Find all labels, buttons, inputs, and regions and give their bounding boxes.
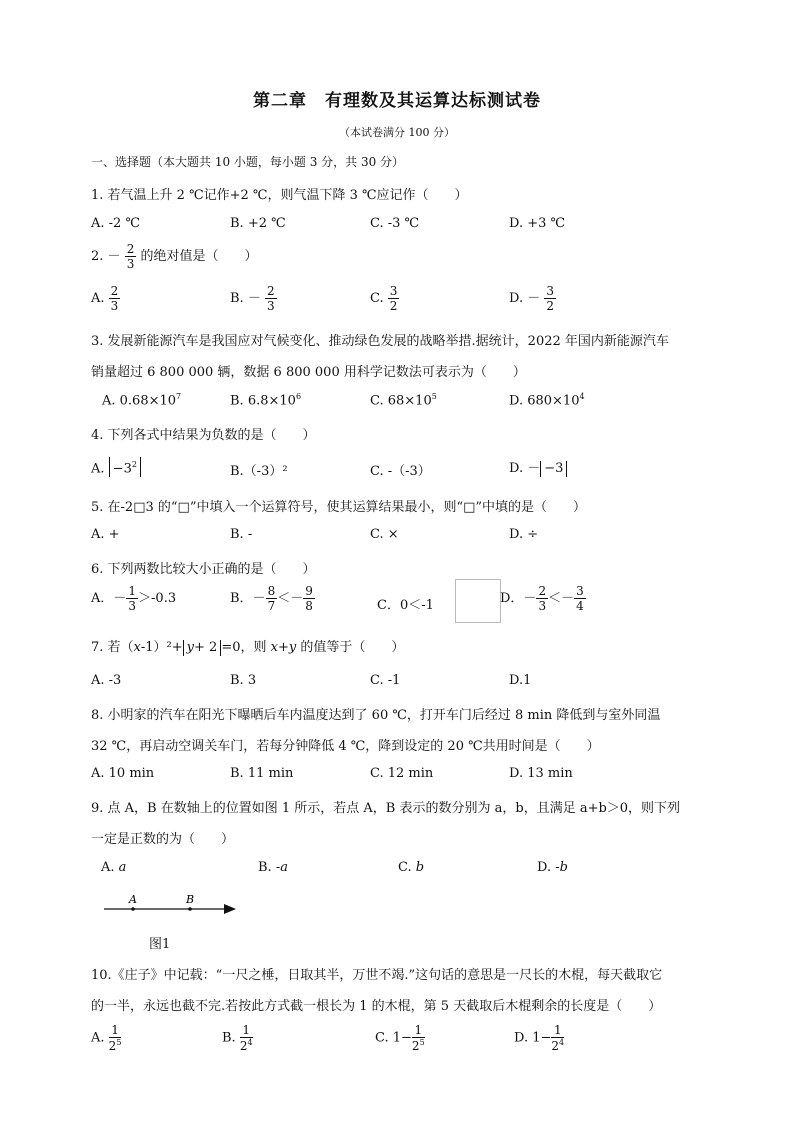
- question-3-line1: 3. 发展新能源汽车是我国应对气候变化、推动绿色发展的战略举措.据统计，2022 年国内新能源汽车: [91, 334, 669, 349]
- q8-option-b: B. 11 min: [230, 766, 294, 781]
- q6-option-c: C．0＜-1: [377, 598, 434, 613]
- q2-option-a: A. $\frac{2}{3}$: [91, 284, 119, 313]
- point-b-label: B: [186, 893, 195, 906]
- q1-option-b: B. +2 ℃: [230, 216, 286, 231]
- page-title: 第二章 有理数及其运算达标测试卷: [253, 91, 541, 111]
- q1-option-a: A. -2 ℃: [91, 216, 140, 231]
- q3-option-b: B. $6.8\times 10^6$: [230, 392, 302, 409]
- question-1: 1. 若气温上升 2 ℃记作+2 ℃，则气温下降 3 ℃应记作（ ）: [91, 188, 468, 203]
- point-a-dot: [131, 907, 135, 911]
- question-6: 6. 下列两数比较大小正确的是（ ）: [91, 562, 316, 577]
- q3-option-c: C. $68\times 10^5$: [370, 392, 437, 409]
- q10-option-b: B. $\frac{1}{2^4}$: [222, 1023, 253, 1053]
- q5-option-a: A. +: [91, 527, 120, 542]
- q2-option-c: C. $\frac{3}{2}$: [370, 284, 398, 313]
- q7-option-a: A. -3: [91, 673, 122, 688]
- q5-option-b: B. -: [230, 527, 253, 542]
- q9-option-d: D. -b: [537, 860, 568, 875]
- q4-option-b: B.（-3）²: [230, 464, 288, 479]
- q3-option-a: A. $0.68\times 10^7$: [102, 392, 182, 409]
- q10-option-a: A. $\frac{1}{2^5}$: [91, 1023, 122, 1053]
- point-a-label: A: [129, 893, 137, 906]
- q9-option-b: B. -a: [258, 860, 288, 875]
- question-7: 7. 若（x-1）²+ y+ 2 =0，则 x+y 的值等于（ ）: [91, 640, 405, 655]
- q3-option-d: D. $680\times 10^4$: [509, 392, 585, 409]
- question-8-line2: 32 ℃，再启动空调关车门，若每分钟降低 4 ℃，降到设定的 20 ℃共用时间是（ ）: [91, 739, 600, 754]
- q6-option-a: A．－ $\frac{1}{3}$ ＞-0.3: [91, 584, 177, 613]
- point-b-dot: [188, 907, 192, 911]
- q9-option-a: A. a: [101, 860, 127, 875]
- blank-box: [455, 579, 501, 623]
- q7-option-c: C. -1: [370, 673, 401, 688]
- q10-option-c: C. 1− $\frac{1}{2^5}$: [375, 1023, 425, 1053]
- question-3-line2: 销量超过 6 800 000 辆，数据 6 800 000 用科学记数法可表示为（ ）: [91, 365, 526, 380]
- q4-option-d: D. － −3: [509, 457, 567, 477]
- q10-option-d: D. 1− $\frac{1}{2^4}$: [514, 1023, 565, 1053]
- figure-caption: 图1: [149, 937, 171, 952]
- q6-option-d: D．－ $\frac{2}{3}$ ＜－ $\frac{3}{4}$: [500, 584, 584, 613]
- question-10-line1: 10.《庄子》中记载：“一尺之棰，日取其半，万世不竭.”这句话的意思是一尺长的木棍，每天截取它: [91, 968, 663, 983]
- section-heading: 一、选择题（本大题共 10 小题，每小题 3 分，共 30 分）: [91, 155, 405, 169]
- question-9-line2: 一定是正数的为（ ）: [91, 832, 235, 847]
- q4-option-a: A. $-3^2$: [91, 457, 141, 477]
- q6-option-b: B．－ $\frac{8}{7}$ ＜－ $\frac{9}{8}$: [230, 584, 313, 613]
- q5-option-c: C. ×: [370, 527, 399, 542]
- q4-option-c: C. -（-3）: [370, 464, 431, 479]
- page-subtitle: （本试卷满分 100 分）: [339, 126, 455, 139]
- question-10-line2: 的一半，永远也截不完.若按此方式截一根长为 1 的木棍，第 5 天截取后木棍剩余的长度是（ ）: [91, 999, 662, 1014]
- q2-option-d: D. － $\frac{3}{2}$: [509, 284, 555, 313]
- fraction: $\frac{2}{3}$: [126, 242, 135, 271]
- arrow-head-icon: [224, 904, 236, 914]
- q7-option-b: B. 3: [230, 673, 257, 688]
- q8-option-c: C. 12 min: [370, 766, 434, 781]
- question-4: 4. 下列各式中结果为负数的是（ ）: [91, 428, 316, 443]
- number-line-figure: [100, 890, 250, 920]
- q8-option-d: D. 13 min: [509, 766, 573, 781]
- question-8-line1: 8. 小明家的汽车在阳光下曝晒后车内温度达到了 60 ℃，打开车门后经过 8 min 降低到与室外同温: [91, 708, 661, 723]
- q9-option-c: C. b: [398, 860, 425, 875]
- q2-option-b: B. － $\frac{2}{3}$: [230, 284, 275, 313]
- question-2: 2. － $\frac{2}{3}$ 的绝对值是（ ）: [91, 242, 258, 271]
- q1-option-d: D. +3 ℃: [509, 216, 566, 231]
- q7-option-d: D.1: [509, 673, 532, 688]
- q8-option-a: A. 10 min: [91, 766, 155, 781]
- question-5: 5. 在-2□3 的“□”中填入一个运算符号，使其运算结果最小，则“□”中填的是（ ）: [91, 500, 587, 515]
- q1-option-c: C. -3 ℃: [370, 216, 420, 231]
- question-9-line1: 9. 点 A，B 在数轴上的位置如图 1 所示，若点 A，B 表示的数分别为 a，b，且满足 a+b＞0，则下列: [91, 801, 681, 816]
- q5-option-d: D. ÷: [509, 527, 539, 542]
